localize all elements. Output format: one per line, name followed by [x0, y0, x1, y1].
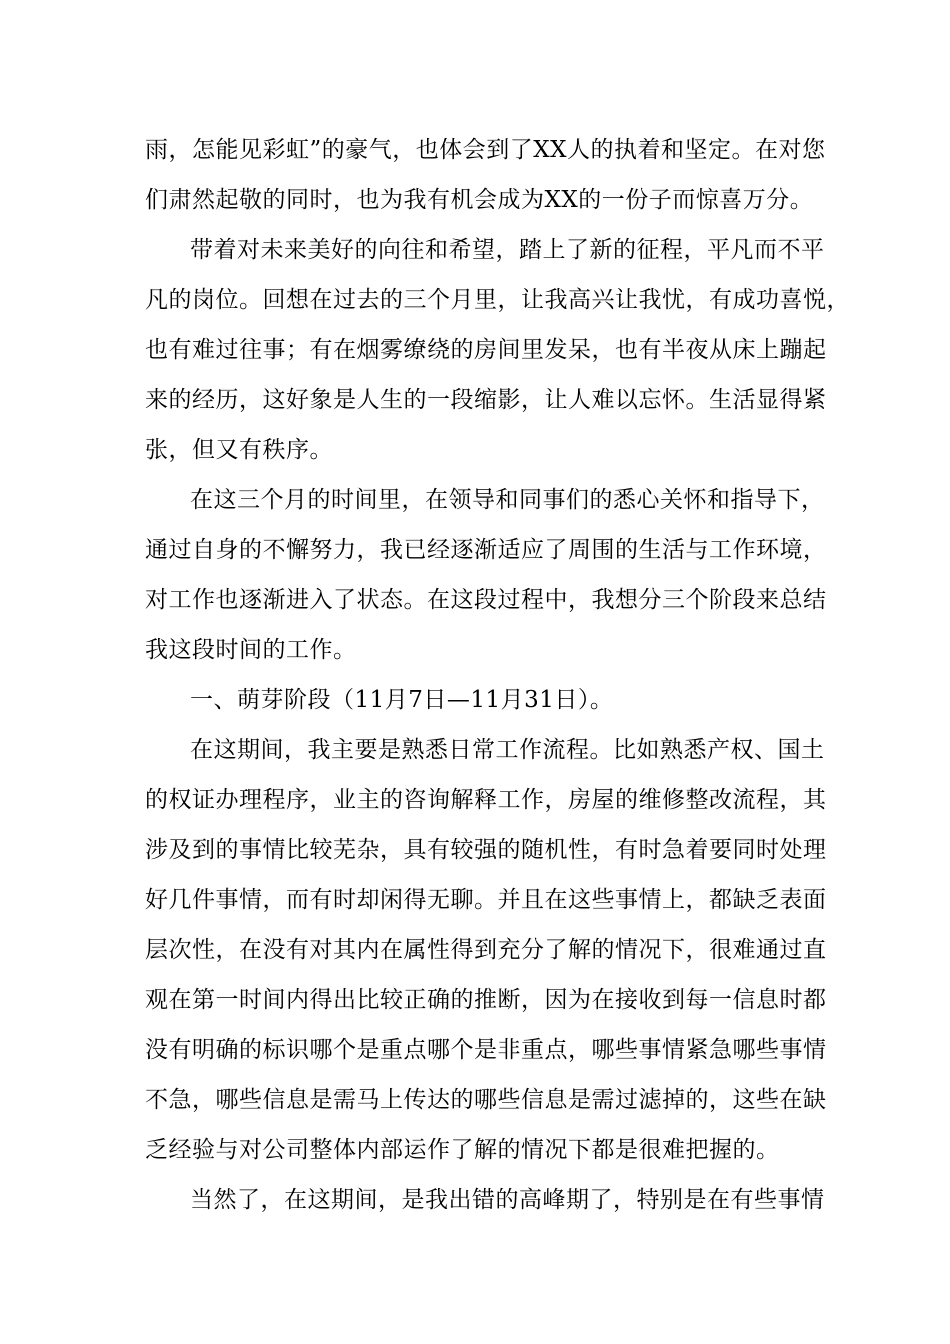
- paragraph-start-line: 当然了，在这期间，是我出错的高峰期了，特别是在有些事情: [190, 1187, 825, 1213]
- text-line: 观在第一时间内得出比较正确的推断，因为在接收到每一信息时都: [145, 987, 827, 1013]
- text-line: 层次性，在没有对其内在属性得到充分了解的情况下，很难通过直: [145, 937, 827, 963]
- text-line: 不急，哪些信息是需马上传达的哪些信息是需过滤掉的，这些在缺: [145, 1087, 827, 1113]
- text-line: 们肃然起敬的同时，也为我有机会成为XX的一份子而惊喜万分。: [145, 187, 814, 213]
- text-line: 来的经历，这好象是人生的一段缩影，让人难以忘怀。生活显得紧: [145, 387, 827, 413]
- section-heading: 一、萌芽阶段（11月7日—11月31日）。: [190, 687, 614, 713]
- paragraph-start-line: 在这期间，我主要是熟悉日常工作流程。比如熟悉产权、国土: [190, 737, 825, 763]
- text-line: 张，但又有秩序。: [145, 437, 333, 463]
- text-line: 凡的岗位。回想在过去的三个月里，让我高兴让我忧，有成功喜悦，: [145, 287, 850, 313]
- text-line: 涉及到的事情比较芜杂，具有较强的随机性，有时急着要同时处理: [145, 837, 827, 863]
- paragraph-start-line: 在这三个月的时间里，在领导和同事们的悉心关怀和指导下，: [190, 487, 825, 513]
- text-line: 没有明确的标识哪个是重点哪个是非重点，哪些事情紧急哪些事情: [145, 1037, 827, 1063]
- text-line: 好几件事情，而有时却闲得无聊。并且在这些事情上，都缺乏表面: [145, 887, 827, 913]
- text-line: 我这段时间的工作。: [145, 637, 357, 663]
- paragraph-start-line: 带着对未来美好的向往和希望，踏上了新的征程，平凡而不平: [190, 237, 825, 263]
- text-line: 也有难过往事；有在烟雾缭绕的房间里发呆，也有半夜从床上蹦起: [145, 337, 827, 363]
- text-line: 对工作也逐渐进入了状态。在这段过程中，我想分三个阶段来总结: [145, 587, 827, 613]
- text-line: 雨，怎能见彩虹”的豪气，也体会到了XX人的执着和坚定。在对您: [145, 137, 826, 163]
- text-line: 乏经验与对公司整体内部运作了解的情况下都是很难把握的。: [145, 1137, 780, 1163]
- text-line: 通过自身的不懈努力，我已经逐渐适应了周围的生活与工作环境，: [145, 537, 827, 563]
- text-line: 的权证办理程序，业主的咨询解释工作，房屋的维修整改流程，其: [145, 787, 827, 813]
